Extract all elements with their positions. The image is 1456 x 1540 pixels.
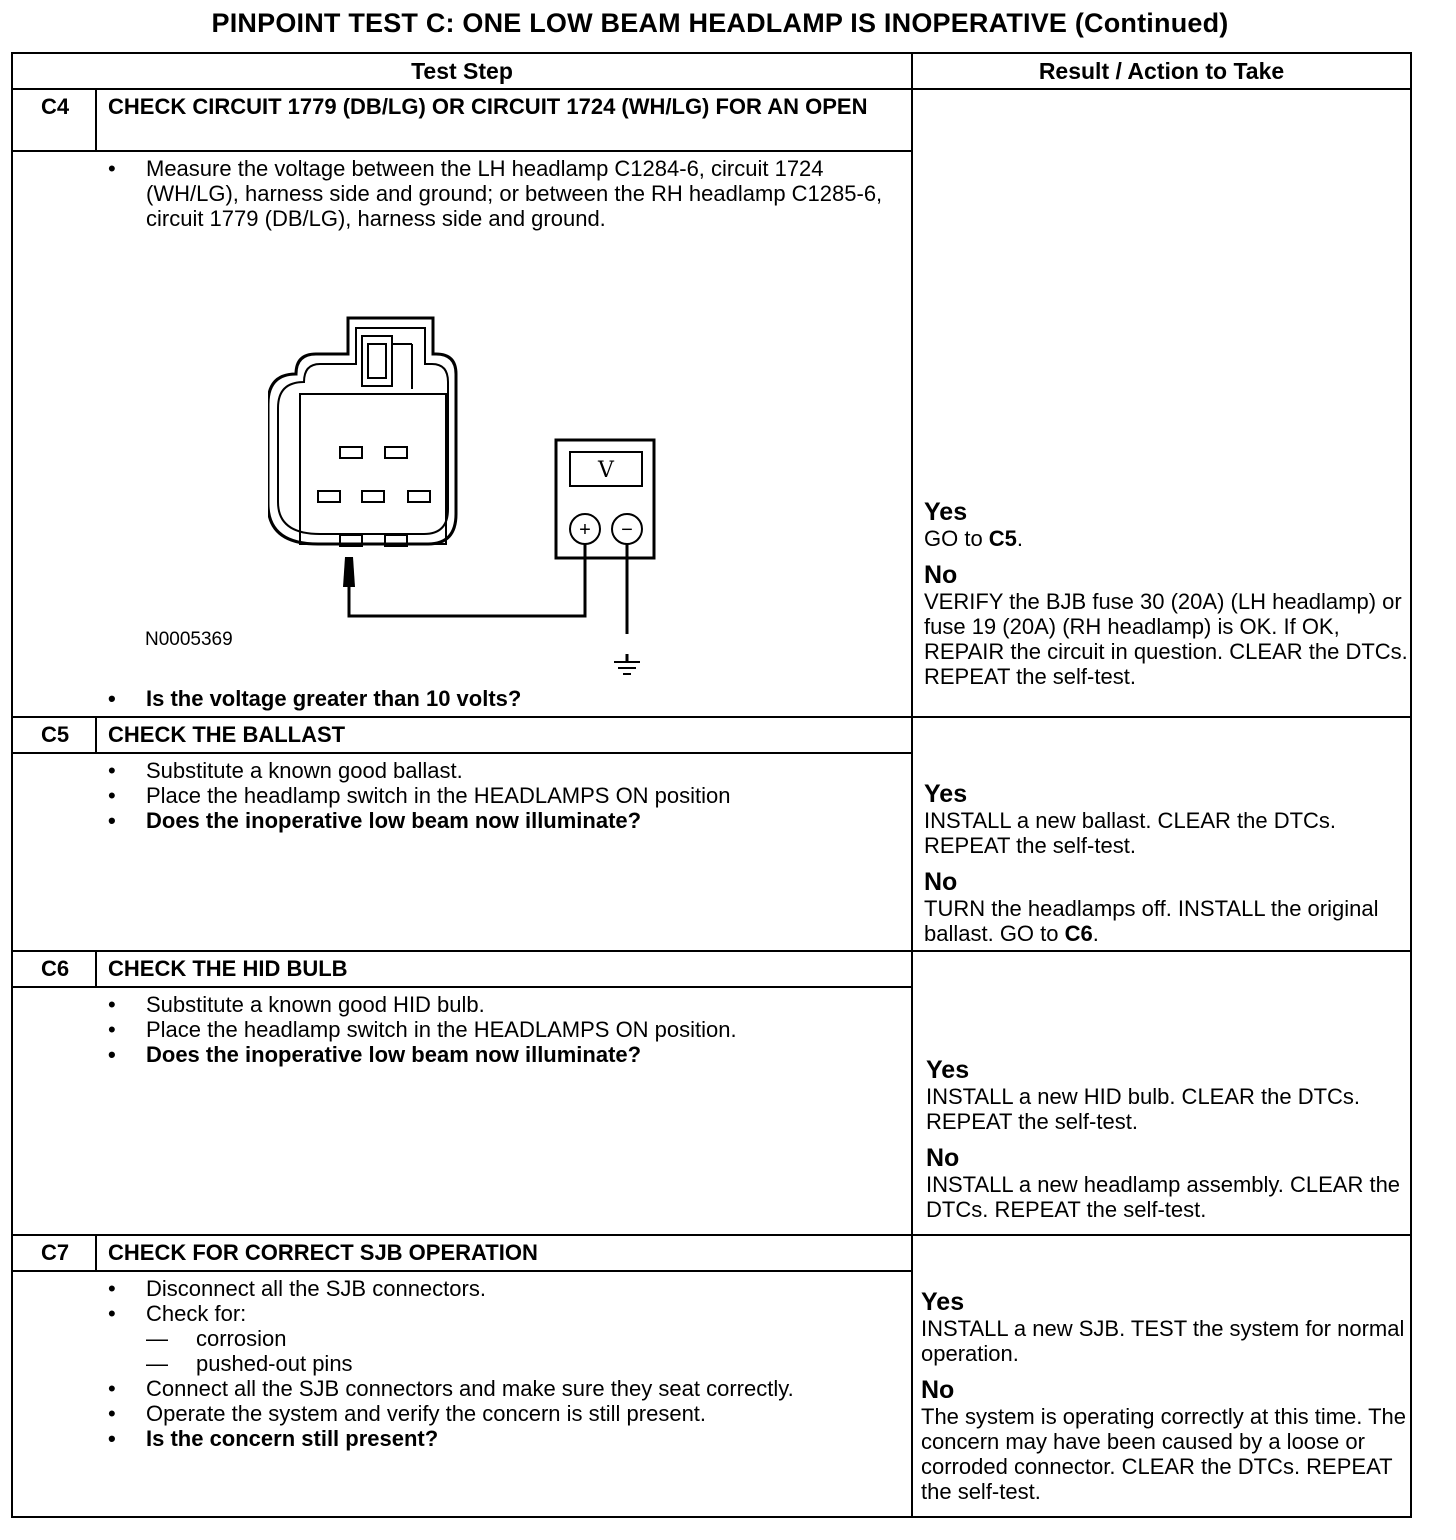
step-reference: C5 bbox=[988, 526, 1017, 551]
bullet-icon: • bbox=[108, 1042, 116, 1067]
column-divider bbox=[911, 54, 913, 1516]
bullet-icon: • bbox=[108, 1017, 116, 1042]
connector-voltmeter-diagram bbox=[268, 304, 668, 634]
step-c7-instructions bbox=[108, 1276, 898, 1451]
step-title-c5: CHECK THE BALLAST bbox=[108, 722, 346, 747]
result-c5 bbox=[924, 780, 1410, 946]
dash-icon: — bbox=[146, 1351, 168, 1376]
no-action: The system is operating correctly at this time. The concern may have been caused by a loose or corroded connector. CLEAR the DTCs. REPEAT the self-test. bbox=[921, 1404, 1406, 1504]
list-item: — corrosion bbox=[146, 1326, 287, 1351]
list-item: • Does the inoperative low beam now illuminate? bbox=[108, 1042, 642, 1067]
list-item: • Connect all the SJB connectors and make sure they seat correctly. bbox=[108, 1376, 794, 1401]
bullet-icon: • bbox=[108, 1276, 116, 1301]
row-divider bbox=[13, 1234, 1410, 1236]
bullet-icon: • bbox=[108, 1301, 116, 1326]
yes-label: Yes bbox=[924, 780, 968, 808]
ground-icon bbox=[598, 654, 658, 684]
bullet-icon: • bbox=[108, 1376, 116, 1401]
yes-action: INSTALL a new ballast. CLEAR the DTCs. REPEAT the self-test. bbox=[924, 808, 1337, 858]
header-test-step: Test Step bbox=[411, 58, 513, 84]
step-reference: C6 bbox=[1064, 921, 1093, 946]
page-title: PINPOINT TEST C: ONE LOW BEAM HEADLAMP IS INOPERATIVE (Continued) bbox=[211, 8, 1229, 38]
list-item: • Substitute a known good HID bulb. bbox=[108, 992, 485, 1017]
bullet-icon: • bbox=[108, 686, 116, 711]
bullet-icon: • bbox=[108, 992, 116, 1017]
step-title-c7: CHECK FOR CORRECT SJB OPERATION bbox=[108, 1240, 538, 1265]
no-action: VERIFY the BJB fuse 30 (20A) (LH headlamp) or fuse 19 (20A) (RH headlamp) is OK. If OK, REPAIR the circuit in question. CLEAR the DTCs. REPEAT the self-test. bbox=[924, 589, 1408, 689]
bullet-icon: • bbox=[108, 1401, 116, 1426]
figure-id: N0005369 bbox=[145, 629, 233, 650]
voltmeter-symbol: V bbox=[598, 458, 614, 483]
yes-label: Yes bbox=[924, 498, 968, 526]
step-c4-question bbox=[108, 686, 898, 711]
no-label: No bbox=[924, 561, 958, 589]
step-c4-instructions bbox=[108, 156, 898, 231]
result-c4 bbox=[924, 498, 1410, 689]
bullet-icon: • bbox=[108, 783, 116, 808]
list-item: • Place the headlamp switch in the HEADLAMPS ON position. bbox=[108, 1017, 737, 1042]
step-title-divider bbox=[13, 986, 911, 988]
yes-label: Yes bbox=[926, 1056, 970, 1084]
positive-terminal: + bbox=[579, 519, 591, 541]
no-label: No bbox=[924, 868, 958, 896]
no-action: TURN the headlamps off. INSTALL the original ballast. GO to C6. bbox=[924, 896, 1379, 946]
list-item: • Substitute a known good ballast. bbox=[108, 758, 463, 783]
yes-action: INSTALL a new SJB. TEST the system for normal operation. bbox=[921, 1316, 1405, 1366]
header-result: Result / Action to Take bbox=[1038, 58, 1285, 84]
step-title-divider bbox=[13, 752, 911, 754]
yes-action: INSTALL a new HID bulb. CLEAR the DTCs. REPEAT the self-test. bbox=[926, 1084, 1361, 1134]
step-title-divider bbox=[13, 150, 911, 152]
step-title-c4: CHECK CIRCUIT 1779 (DB/LG) OR CIRCUIT 1724 (WH/LG) FOR AN OPEN bbox=[108, 94, 868, 119]
list-item: • Check for: bbox=[108, 1301, 247, 1326]
yes-action: GO to C5. bbox=[924, 526, 1024, 551]
step-title-divider bbox=[13, 1270, 911, 1272]
step-c6-instructions bbox=[108, 992, 898, 1067]
list-item: • Operate the system and verify the concern is still present. bbox=[108, 1401, 707, 1426]
row-divider bbox=[13, 950, 1410, 952]
result-c6 bbox=[926, 1056, 1412, 1222]
bullet-icon: • bbox=[108, 758, 116, 783]
no-label: No bbox=[921, 1376, 955, 1404]
list-item: • Place the headlamp switch in the HEADLAMPS ON position bbox=[108, 783, 731, 808]
negative-terminal: − bbox=[621, 519, 633, 541]
no-action: INSTALL a new headlamp assembly. CLEAR the DTCs. REPEAT the self-test. bbox=[926, 1172, 1401, 1222]
header-divider bbox=[13, 88, 1410, 90]
list-item: • Does the inoperative low beam now illuminate? bbox=[108, 808, 642, 833]
step-c5-instructions bbox=[108, 758, 898, 833]
step-id-c4: C4 bbox=[40, 94, 70, 119]
step-title-c6: CHECK THE HID BULB bbox=[108, 956, 348, 981]
result-c7 bbox=[921, 1288, 1407, 1504]
dash-icon: — bbox=[146, 1326, 168, 1351]
bullet-icon: • bbox=[108, 156, 116, 181]
list-item: • Is the concern still present? bbox=[108, 1426, 439, 1451]
pinpoint-test-table bbox=[11, 52, 1412, 1518]
step-id-c7: C7 bbox=[40, 1240, 70, 1265]
yes-label: Yes bbox=[921, 1288, 965, 1316]
bullet-icon: • bbox=[108, 808, 116, 833]
list-item: • Measure the voltage between the LH headlamp C1284-6, circuit 1724 (WH/LG), harness side and ground; or between the RH headlamp C1285-6, circuit 1779 (DB/LG), harness side and ground. bbox=[108, 156, 883, 231]
step-id-c5: C5 bbox=[40, 722, 70, 747]
bullet-icon: • bbox=[108, 1426, 116, 1451]
list-item: • Is the voltage greater than 10 volts? bbox=[108, 686, 522, 711]
row-divider bbox=[13, 716, 1410, 718]
step-id-c6: C6 bbox=[40, 956, 70, 981]
list-item: — pushed-out pins bbox=[146, 1351, 353, 1376]
no-label: No bbox=[926, 1144, 960, 1172]
list-item: • Disconnect all the SJB connectors. bbox=[108, 1276, 486, 1301]
